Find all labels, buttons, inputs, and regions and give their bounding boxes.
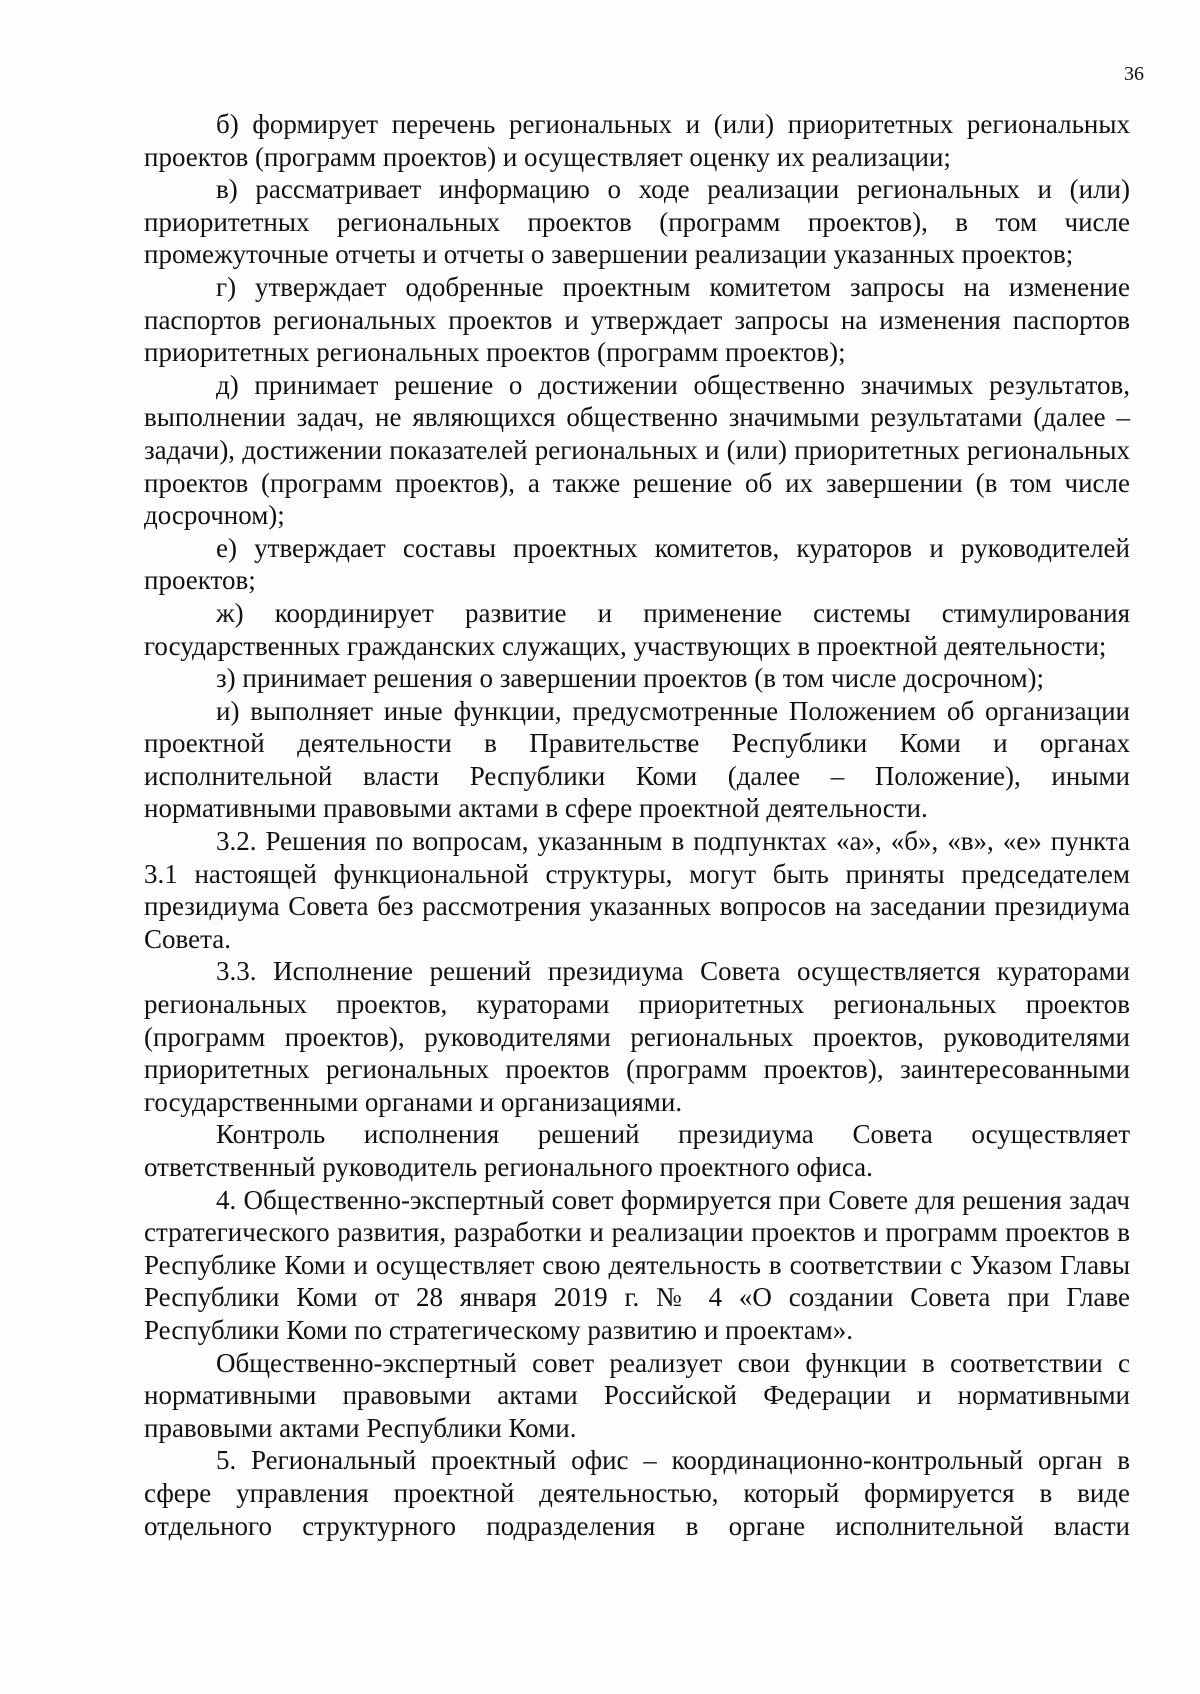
paragraph-control: Контроль исполнения решений президиума Совета осуществляет ответственный руководитель регионального проектного офиса. bbox=[144, 1119, 1130, 1182]
page-number: 36 bbox=[1124, 63, 1144, 85]
paragraph-4: 4. Общественно-экспертный совет формируется при Совете для решения задач стратегического развития, разработки и реализации проектов и программ проектов в Республике Коми и осуществляет свою деятельность в соответствии с Указом Главы Республики Коми от 28 января 2019 г. № 4 «О создании Совета при Главе Республики Коми по стратегическому развитию и проектам». bbox=[144, 1184, 1130, 1345]
paragraph-item-e: е) утверждает составы проектных комитетов, кураторов и руководителей проектов; bbox=[144, 532, 1130, 596]
paragraph-3-3: 3.3. Исполнение решений президиума Совета осуществляется кураторами региональных проектов, кураторами приоритетных региональных проектов (программ проектов), руководителями региональных проектов, руководителями приоритетных региональных проектов (программ проектов), заинтересованными государственными органами и организациями. bbox=[144, 956, 1130, 1117]
paragraph-4-functions: Общественно-экспертный совет реализует свои функции в соответствии с нормативными правовыми актами Российской Федерации и нормативными правовыми актами Республики Коми. bbox=[144, 1347, 1130, 1443]
document-body bbox=[144, 108, 1130, 1542]
paragraph-item-g: г) утверждает одобренные проектным комитетом запросы на изменение паспортов региональных проектов и утверждает запросы на изменения паспортов приоритетных региональных проектов (программ проектов); bbox=[144, 271, 1130, 368]
paragraph-item-v: в) рассматривает информацию о ходе реализации региональных и (или) приоритетных региональных проектов (программ проектов), в том числе промежуточные отчеты и отчеты о завершении реализации указанных проектов; bbox=[144, 174, 1130, 270]
paragraph-3-2: 3.2. Решения по вопросам, указанным в подпунктах «а», «б», «в», «е» пункта 3.1 настоящей функциональной структуры, могут быть приняты председателем президиума Совета без рассмотрения указанных вопросов на заседании президиума Совета. bbox=[144, 826, 1130, 954]
paragraph-item-b: б) формирует перечень региональных и (или) приоритетных региональных проектов (программ проектов) и осуществляет оценку их реализации; bbox=[144, 109, 1130, 172]
paragraph-5: 5. Региональный проектный офис – координационно-контрольный орган в сфере управления проектной деятельностью, который формируется в виде отдельного структурного подразделения в органе исполнительной власти bbox=[144, 1445, 1130, 1541]
paragraph-item-d: д) принимает решение о достижении общественно значимых результатов, выполнении задач, не являющихся общественно значимыми результатами (далее – задачи), достижении показателей региональных и (или) приоритетных региональных проектов (программ проектов), а также решение об их завершении (в том числе досрочном); bbox=[144, 369, 1130, 531]
paragraph-item-z: з) принимает решения о завершении проектов (в том числе досрочном); bbox=[216, 663, 1045, 694]
paragraph-item-zh: ж) координирует развитие и применение системы стимулирования государственных гражданских служащих, участвующих в проектной деятельности; bbox=[144, 597, 1130, 661]
paragraph-item-i: и) выполняет иные функции, предусмотренные Положением об организации проектной деятельности в Правительстве Республики Коми и органах исполнительной власти Республики Коми (далее – Положение), иными нормативными правовыми актами в сфере проектной деятельности. bbox=[144, 695, 1130, 824]
